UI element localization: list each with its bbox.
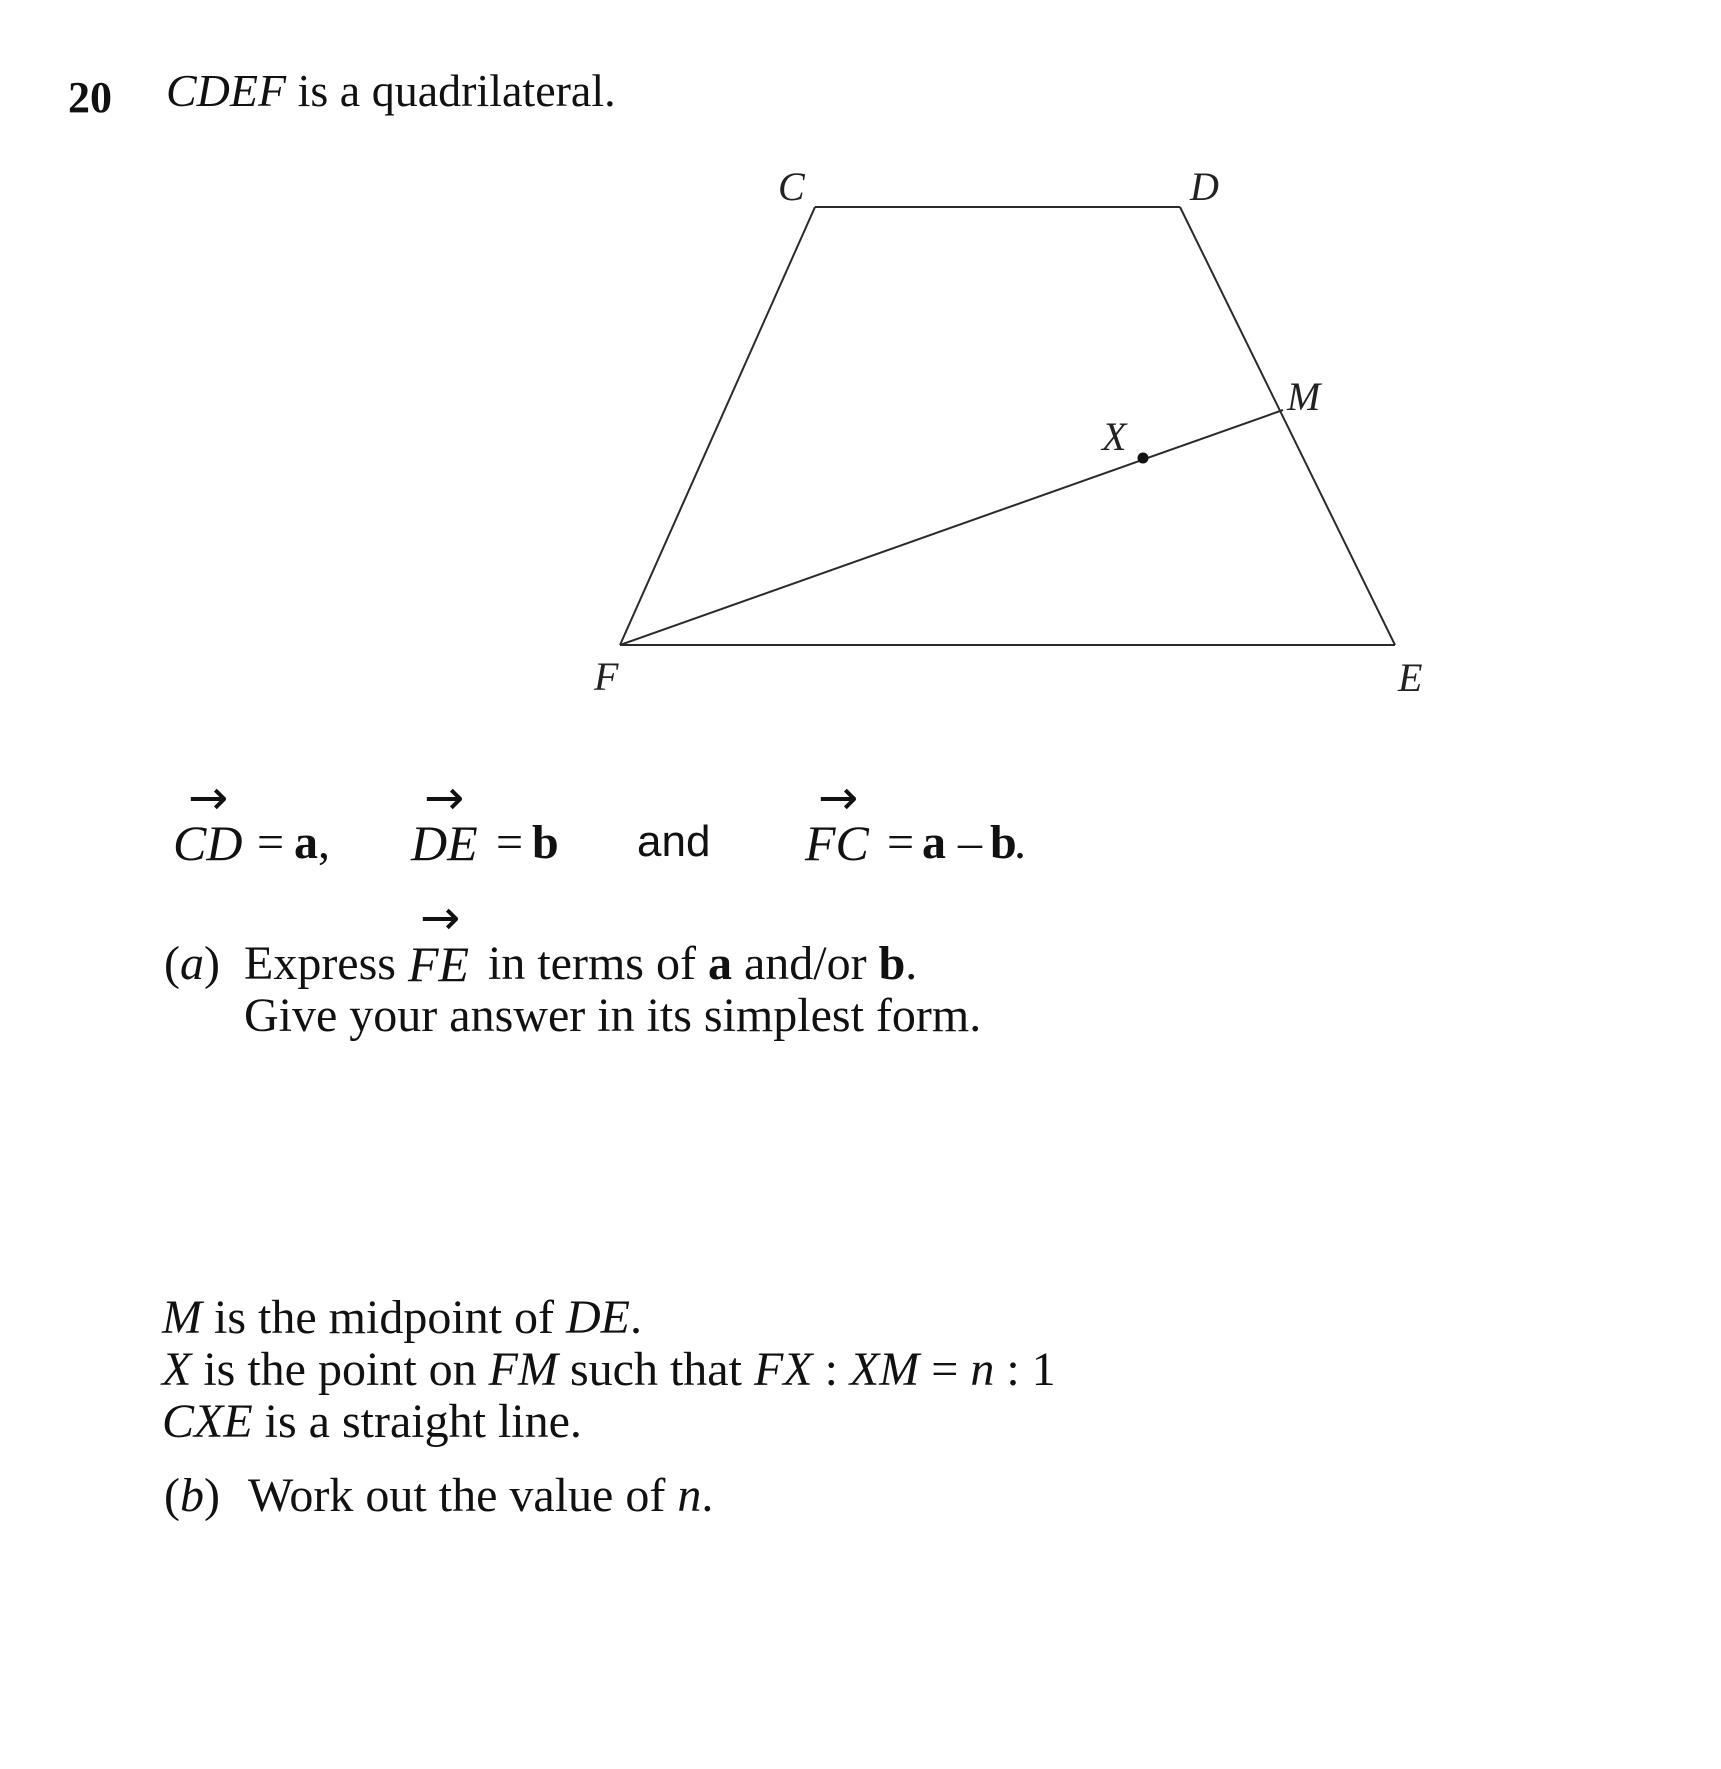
vector-arrow-cd: → [188,770,229,826]
side-fc [620,207,815,645]
part-a-express: Express [244,937,396,990]
comma-cd: , [318,816,330,869]
info-line-3: CXE is a straight line. [162,1395,582,1448]
info-line-1: M is the midpoint of DE. [162,1291,642,1344]
point-x-dot [1138,453,1149,464]
vector-value-fc-b: b [990,816,1017,869]
vector-value-b: b [532,816,559,869]
vector-minus-fc: – [958,816,982,869]
point-label-m: M [1287,374,1321,419]
question-number: 20 [68,73,112,122]
part-b: (b) Work out the value of n. [164,1469,714,1522]
vertex-label-c: C [778,164,805,209]
intro-text: is a quadrilateral. [286,65,616,116]
part-a-label: (a) [164,937,220,990]
and-word: and [637,817,711,866]
vector-value-a: a [294,816,318,869]
vector-label-cd: CD [173,815,243,871]
period-fc: . [1014,816,1026,869]
vector-label-fe: FE [408,936,470,992]
quadrilateral-name: CDEF [166,65,287,116]
vertex-label-d: D [1190,164,1219,209]
part-a [0,890,1721,1040]
part-a-text: in terms of a and/or b. [488,937,918,990]
vertex-label-f: F [594,654,619,699]
vector-value-fc-a: a [922,816,946,869]
vector-eq-de: = [496,816,524,869]
vector-definitions [0,770,1721,870]
diagram-lines [620,207,1395,645]
vertex-label-e: E [1398,655,1423,700]
segment-fm [620,410,1283,645]
vector-arrow-de: → [424,770,465,826]
part-b-label: (b) [164,1469,220,1522]
vector-arrow-fe: → [420,890,461,946]
info-line-2: X is the point on FM such that FX : XM = n : 1 [162,1343,1056,1396]
vector-label-de: DE [411,815,478,871]
point-label-x: X [1102,414,1127,459]
side-de [1180,207,1395,645]
vector-eq-cd: = [257,816,285,869]
part-a-instruction: Give your answer in its simplest form. [244,989,982,1042]
vector-label-fc: FC [805,815,869,871]
quadrilateral-diagram [0,0,1721,800]
vector-arrow-fc: → [818,770,859,826]
vector-eq-fc: = [887,816,915,869]
